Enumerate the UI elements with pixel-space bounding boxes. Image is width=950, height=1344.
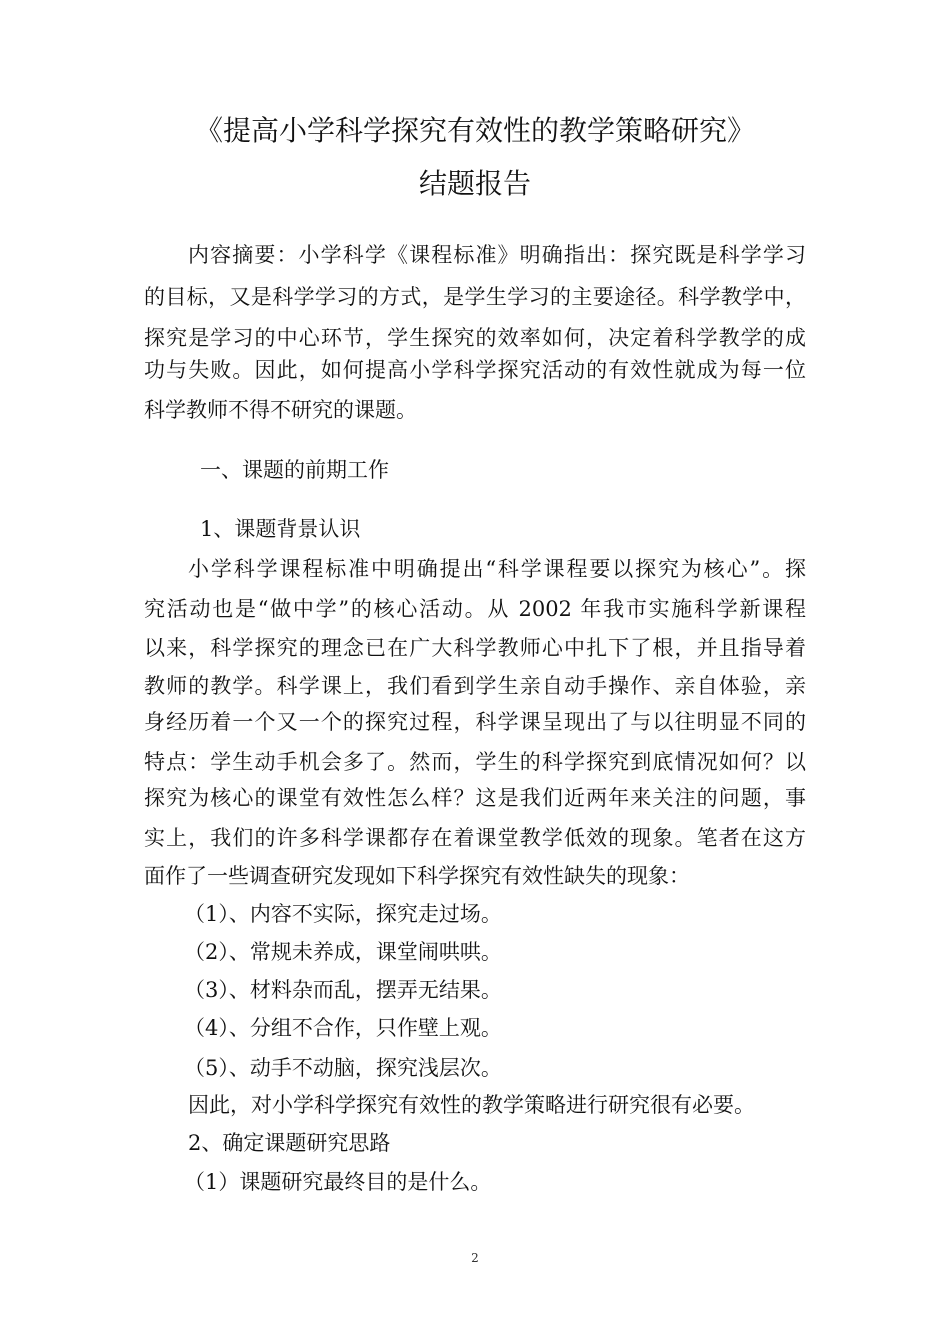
- subsection-heading: 1、课题背景认识: [200, 517, 361, 541]
- problem-item: （2）、常规未养成，课堂闹哄哄。: [184, 940, 502, 964]
- document-subtitle: 结题报告: [418, 167, 531, 200]
- background-line: 究活动也是“做中学”的核心活动。从 2002 年我市实施科学新课程: [144, 597, 806, 621]
- background-line: 面作了一些调查研究发现如下科学探究有效性缺失的现象：: [144, 864, 690, 888]
- background-line: 实上，我们的许多科学课都存在着课堂教学低效的现象。笔者在这方: [144, 826, 806, 850]
- abstract-line: 科学教师不得不研究的课题。: [144, 398, 417, 422]
- problem-item: （1）、内容不实际，探究走过场。: [184, 902, 502, 926]
- section-heading: 一、课题的前期工作: [200, 458, 389, 482]
- conclusion-text: 因此，对小学科学探究有效性的教学策略进行研究很有必要。: [188, 1093, 755, 1117]
- subsection-heading: 2、确定课题研究思路: [188, 1131, 391, 1155]
- problem-item: （4）、分组不合作，只作壁上观。: [184, 1016, 502, 1040]
- abstract-line: 内容摘要：小学科学《课程标准》明确指出：探究既是科学学习: [188, 243, 806, 267]
- question-item: （1）课题研究最终目的是什么。: [184, 1170, 492, 1194]
- background-line: 小学科学课程标准中明确提出“科学课程要以探究为核心”。探: [188, 557, 806, 581]
- abstract-line: 功与失败。因此，如何提高小学科学探究活动的有效性就成为每一位: [144, 358, 806, 382]
- background-line: 教师的教学。科学课上，我们看到学生亲自动手操作、亲自体验，亲: [144, 674, 806, 698]
- page-number: 2: [471, 1251, 479, 1265]
- abstract-line: 探究是学习的中心环节，学生探究的效率如何，决定着科学教学的成: [144, 326, 806, 350]
- abstract-line: 的目标，又是科学学习的方式，是学生学习的主要途径。科学教学中，: [144, 285, 806, 309]
- problem-item: （3）、材料杂而乱，摆弄无结果。: [184, 978, 502, 1002]
- problem-item: （5）、动手不动脑，探究浅层次。: [184, 1056, 502, 1080]
- document-title: 《提高小学科学探究有效性的教学策略研究》: [194, 114, 755, 147]
- background-line: 身经历着一个又一个的探究过程，科学课呈现出了与以往明显不同的: [144, 710, 806, 734]
- background-line: 探究为核心的课堂有效性怎么样？这是我们近两年来关注的问题，事: [144, 786, 806, 810]
- background-line: 特点：学生动手机会多了。然而，学生的科学探究到底情况如何？以: [144, 750, 806, 774]
- background-line: 以来，科学探究的理念已在广大科学教师心中扎下了根，并且指导着: [144, 636, 806, 660]
